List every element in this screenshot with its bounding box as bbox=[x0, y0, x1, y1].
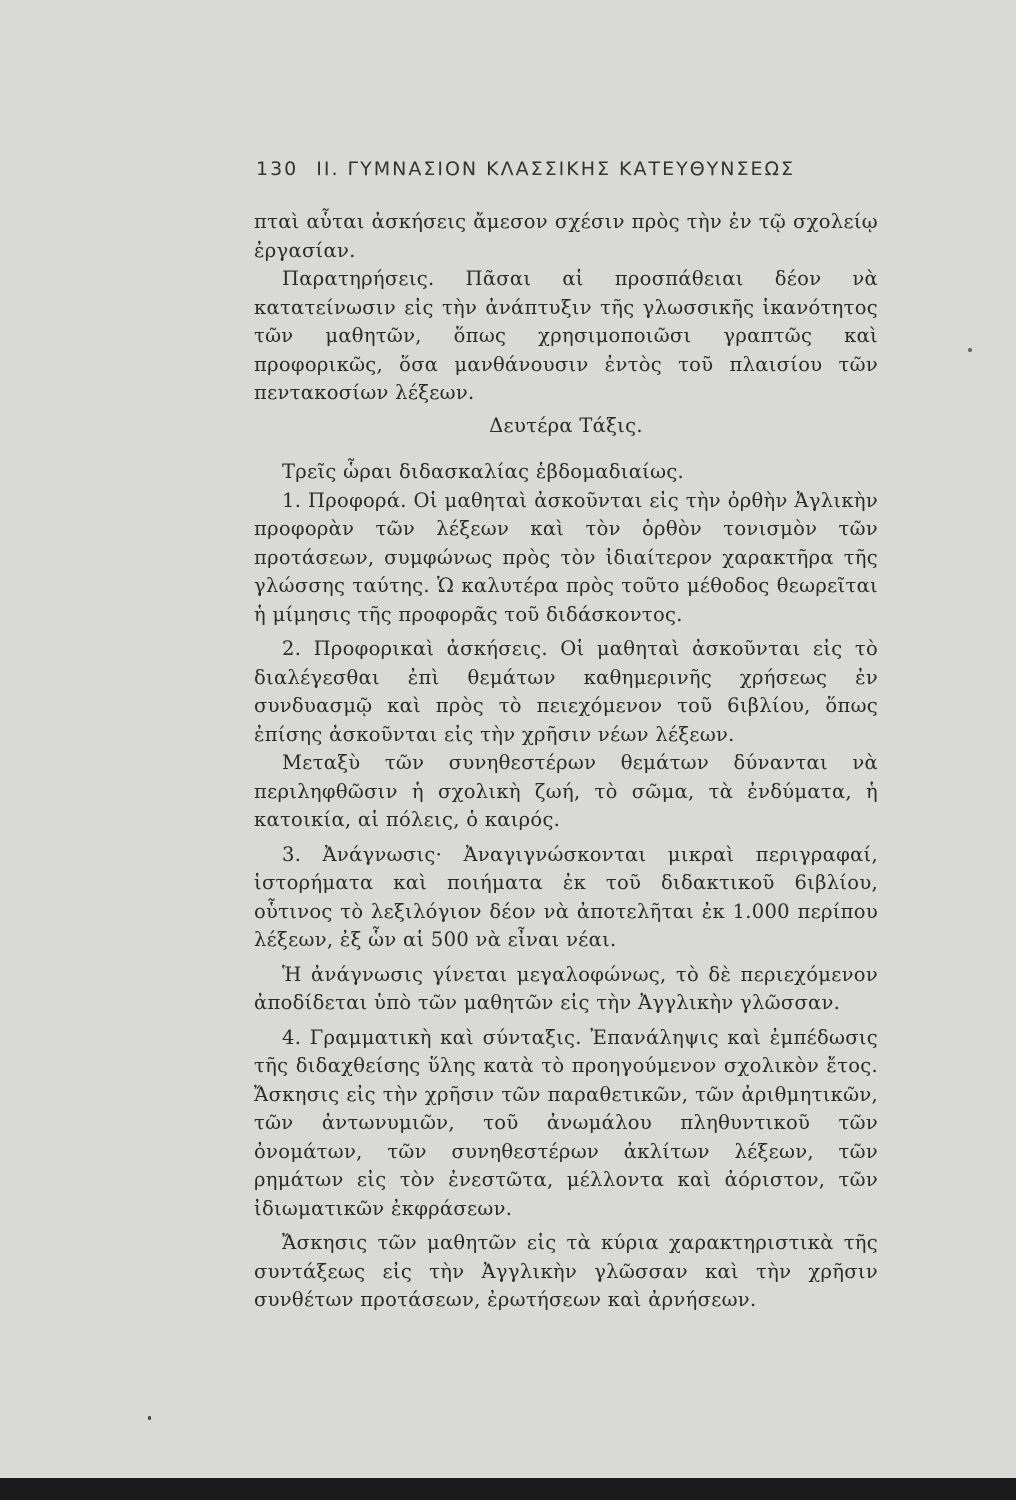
page-number: 130 bbox=[256, 158, 299, 180]
paragraph-grammar: 4. Γραμματικὴ καὶ σύνταξις. Ἐπανάληψις καὶ ἐμπέδωσις τῆς διδαχθείσης ὕλης κατὰ τὸ προηγούμενον σχολικὸν ἔτος. Ἄσκησις εἰς τὴν χρῆσιν τῶν παραθετικῶν, τῶν ἀριθμητικῶν, τῶν ἀντωνυμιῶν, τοῦ ἀνωμάλου πληθυντικοῦ τῶν ὀνομάτων, τῶν συνηθεστέρων ἀκλίτων λέξεων, τῶν ρημάτων εἰς τὸν ἐνεστῶτα, μέλλοντα καὶ ἀόριστον, τῶν ἰδιωματικῶν ἐκφράσεων. bbox=[254, 1025, 878, 1220]
paragraph-hours: Τρεῖς ὧραι διδασκαλίας ἑβδομαδιαίως. bbox=[282, 460, 685, 483]
running-title: ΙΙ. ΓΥΜΝΑΣΙΟΝ ΚΛΑΣΣΙΚΗΣ ΚΑΤΕΥΘΥΝΣΕΩΣ bbox=[316, 158, 796, 180]
paragraph-oral-exercises: 2. Προφορικαὶ ἀσκήσεις. Οἱ μαθηταὶ ἀσκοῦνται εἰς τὸ διαλέγεσθαι ἐπὶ θεμάτων καθημερινῆς χρήσεως ἐν συνδυασμῷ καὶ πρὸς τὸ πειεχόμενον τοῦ 6ιβλίου, ὅπως ἐπίσης ἀσκοῦνται εἰς τὴν χρῆσιν νέων λέξεων. bbox=[254, 637, 878, 746]
paper-speck bbox=[148, 1416, 151, 1420]
paragraph-continuation: πταὶ αὗται ἀσκήσεις ἄμεσον σχέσιν πρὸς τὴν ἐν τῷ σχολείῳ ἐργασίαν. bbox=[254, 210, 878, 262]
scan-edge bbox=[0, 1478, 1016, 1500]
section-heading: Δευτέρα Τάξις. bbox=[489, 413, 643, 437]
margin-dot bbox=[968, 348, 972, 352]
paragraph-topics: Μεταξὺ τῶν συνηθεστέρων θεμάτων δύνανται νὰ περιληφθῶσιν ἡ σχολικὴ ζωή, τὸ σῶμα, τὰ ἐνδύματα, ἡ κατοικία, αἱ πόλεις, ὁ καιρός. bbox=[254, 751, 878, 831]
paragraph-observations: Παρατηρήσεις. Πᾶσαι αἱ προσπάθειαι δέον νὰ κατατείνωσιν εἰς τὴν ἀνάπτυξιν τῆς γλωσσικῆς ἱκανότητος τῶν μαθητῶν, ὅπως χρησιμοποιῶσι γραπτῶς καὶ προφορικῶς, ὅσα μανθάνουσιν ἐντὸς τοῦ πλαισίου τῶν πεντακοσίων λέξεων. bbox=[254, 267, 878, 404]
paragraph-reading-aloud: Ἡ ἀνάγνωσις γίνεται μεγαλοφώνως, τὸ δὲ περιεχόμενον ἀποδίδεται ὑπὸ τῶν μαθητῶν εἰς τὴν Ἀγγλικὴν γλῶσσαν. bbox=[254, 962, 878, 1014]
paragraph-pronunciation: 1. Προφορά. Οἱ μαθηταὶ ἀσκοῦνται εἰς τὴν ὀρθὴν Ἀγλικὴν προφορὰν τῶν λέξεων καὶ τὸν ὀρθὸν τονισμὸν τῶν προτάσεων, συμφώνως πρὸς τὸν ἰδιαίτερον χαρακτῆρα τῆς γλώσσης ταύτης. Ὡ καλυτέρα πρὸς τοῦτο μέθοδος θεωρεῖται ἡ μίμησις τῆς προφορᾶς τοῦ διδάσκοντος. bbox=[254, 488, 878, 626]
running-head bbox=[256, 158, 896, 180]
body-text bbox=[254, 208, 878, 1315]
paragraph-syntax: Ἄσκησις τῶν μαθητῶν εἰς τὰ κύρια χαρακτηριστικὰ τῆς συντάξεως εἰς τὴν Ἀγγλικὴν γλῶσσαν καὶ τὴν χρῆσιν συνθέτων προτάσεων, ἐρωτήσεων καὶ ἀρνήσεων. bbox=[254, 1231, 878, 1311]
paragraph-reading: 3. Ἀνάγνωσις· Ἀναγιγνώσκονται μικραὶ περιγραφαί, ἱστορήματα καὶ ποιήματα ἐκ τοῦ διδακτικοῦ 6ιβλίου, οὗτινος τὸ λεξιλόγιον δέον νὰ ἀποτελῆται ἐκ 1.000 περίπου λέξεων, ἐξ ὧν αἱ 500 νὰ εἶναι νέαι. bbox=[254, 842, 878, 951]
